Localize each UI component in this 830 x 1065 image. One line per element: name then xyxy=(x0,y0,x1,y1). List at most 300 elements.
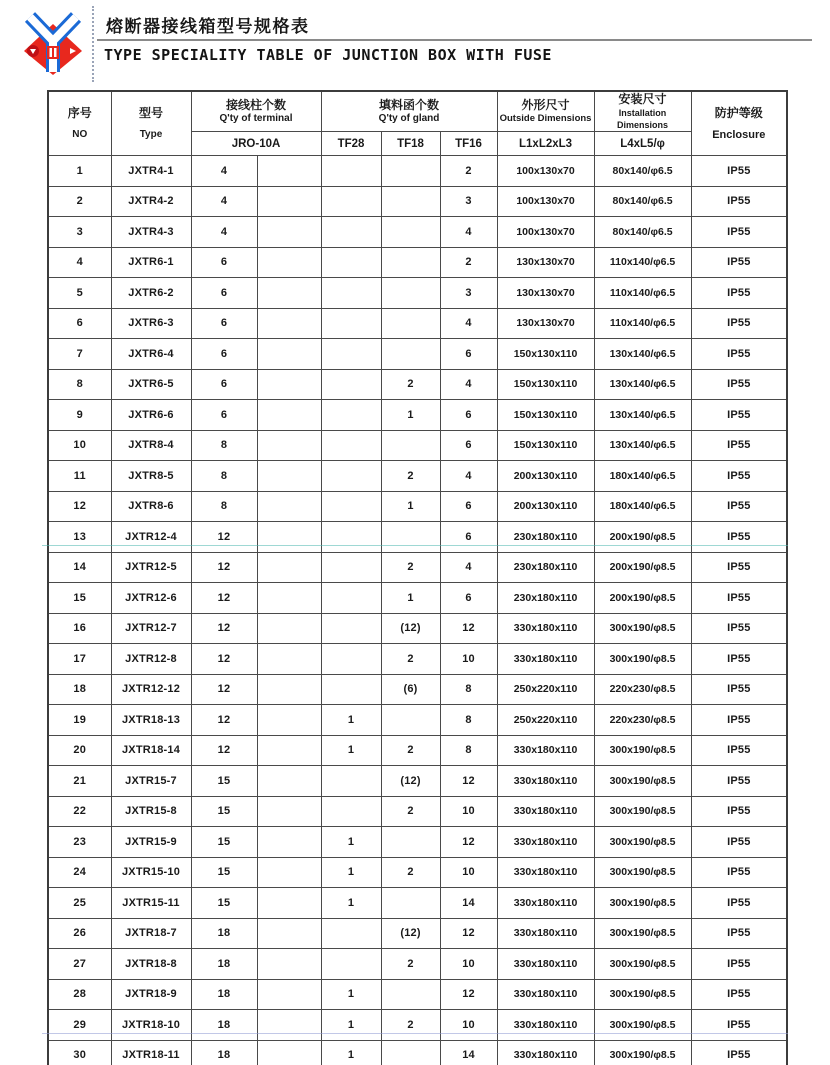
cell-enclosure: IP55 xyxy=(691,705,787,736)
cell-no: 16 xyxy=(48,613,111,644)
cell-terminal2 xyxy=(257,156,321,187)
table-row xyxy=(48,613,787,644)
cell-type: JXTR18-13 xyxy=(111,705,191,736)
col-header-enclosure xyxy=(691,91,787,156)
cell-install: 130x140/φ6.5 xyxy=(594,400,691,431)
cell-tf16: 8 xyxy=(440,735,497,766)
cell-enclosure: IP55 xyxy=(691,369,787,400)
logo-center-mark2 xyxy=(54,48,57,57)
cell-enclosure: IP55 xyxy=(691,552,787,583)
cell-tf16: 4 xyxy=(440,308,497,339)
cell-terminal2 xyxy=(257,644,321,675)
cell-no: 15 xyxy=(48,583,111,614)
cell-type: JXTR6-5 xyxy=(111,369,191,400)
cell-no: 9 xyxy=(48,400,111,431)
cell-type: JXTR6-1 xyxy=(111,247,191,278)
enclosure-label-cn: 防护等级 xyxy=(714,105,763,120)
cell-no: 28 xyxy=(48,979,111,1010)
cell-tf18: (12) xyxy=(381,918,440,949)
cell-outside: 230x180x110 xyxy=(497,552,594,583)
cell-tf16: 8 xyxy=(440,674,497,705)
cell-install: 300x190/φ8.5 xyxy=(594,735,691,766)
cell-outside: 230x180x110 xyxy=(497,522,594,553)
cell-terminal2 xyxy=(257,522,321,553)
gland-label-cn: 填料函个数 xyxy=(379,98,440,112)
cell-tf16: 8 xyxy=(440,705,497,736)
cell-type: JXTR12-12 xyxy=(111,674,191,705)
cell-terminal2 xyxy=(257,705,321,736)
cell-terminal2 xyxy=(257,491,321,522)
cell-type: JXTR4-2 xyxy=(111,186,191,217)
cell-terminal: 18 xyxy=(191,918,257,949)
cell-terminal2 xyxy=(257,461,321,492)
cell-type: JXTR8-4 xyxy=(111,430,191,461)
cell-outside: 200x130x110 xyxy=(497,491,594,522)
cell-no: 3 xyxy=(48,217,111,248)
cell-install: 300x190/φ8.5 xyxy=(594,766,691,797)
cell-install: 300x190/φ8.5 xyxy=(594,949,691,980)
cell-install: 130x140/φ6.5 xyxy=(594,339,691,370)
cell-tf18: (6) xyxy=(381,674,440,705)
cell-no: 17 xyxy=(48,644,111,675)
cell-tf28 xyxy=(321,308,381,339)
cell-tf18: 2 xyxy=(381,735,440,766)
cell-tf18 xyxy=(381,186,440,217)
cell-tf28 xyxy=(321,918,381,949)
cell-enclosure: IP55 xyxy=(691,491,787,522)
cell-enclosure: IP55 xyxy=(691,1010,787,1041)
cell-outside: 330x180x110 xyxy=(497,827,594,858)
cell-terminal2 xyxy=(257,217,321,248)
cell-tf18: 2 xyxy=(381,796,440,827)
cell-terminal: 18 xyxy=(191,1040,257,1065)
cell-terminal2 xyxy=(257,888,321,919)
cell-tf28: 1 xyxy=(321,1040,381,1065)
cell-terminal: 8 xyxy=(191,461,257,492)
cell-tf28 xyxy=(321,217,381,248)
cell-outside: 330x180x110 xyxy=(497,766,594,797)
cell-tf18: 2 xyxy=(381,644,440,675)
cell-tf16: 2 xyxy=(440,247,497,278)
subheader-tf28: TF28 xyxy=(321,132,381,156)
cell-enclosure: IP55 xyxy=(691,217,787,248)
cell-terminal: 6 xyxy=(191,339,257,370)
subheader-l1l2l3: L1xL2xL3 xyxy=(497,132,594,156)
cell-enclosure: IP55 xyxy=(691,827,787,858)
cell-terminal: 6 xyxy=(191,369,257,400)
table-row xyxy=(48,1040,787,1065)
cell-outside: 330x180x110 xyxy=(497,857,594,888)
cell-install: 180x140/φ6.5 xyxy=(594,491,691,522)
cell-terminal: 12 xyxy=(191,674,257,705)
cell-terminal2 xyxy=(257,308,321,339)
cell-type: JXTR8-5 xyxy=(111,461,191,492)
table-row xyxy=(48,491,787,522)
cell-no: 13 xyxy=(48,522,111,553)
cell-terminal: 8 xyxy=(191,430,257,461)
cell-terminal2 xyxy=(257,400,321,431)
cell-tf16: 10 xyxy=(440,949,497,980)
table-row xyxy=(48,918,787,949)
cell-no: 27 xyxy=(48,949,111,980)
cell-type: JXTR12-8 xyxy=(111,644,191,675)
cell-type: JXTR15-9 xyxy=(111,827,191,858)
table-row xyxy=(48,247,787,278)
cell-no: 8 xyxy=(48,369,111,400)
cell-tf16: 14 xyxy=(440,1040,497,1065)
cell-tf18 xyxy=(381,888,440,919)
cell-install: 300x190/φ8.5 xyxy=(594,796,691,827)
cell-enclosure: IP55 xyxy=(691,766,787,797)
cell-terminal: 18 xyxy=(191,979,257,1010)
cell-outside: 150x130x110 xyxy=(497,400,594,431)
cell-terminal: 15 xyxy=(191,796,257,827)
cell-no: 24 xyxy=(48,857,111,888)
cell-tf16: 12 xyxy=(440,766,497,797)
cell-install: 80x140/φ6.5 xyxy=(594,217,691,248)
cell-terminal: 12 xyxy=(191,644,257,675)
cell-outside: 230x180x110 xyxy=(497,583,594,614)
cell-tf18 xyxy=(381,827,440,858)
title-underline xyxy=(97,39,812,41)
cell-outside: 130x130x70 xyxy=(497,308,594,339)
table-row xyxy=(48,583,787,614)
cell-terminal2 xyxy=(257,583,321,614)
cell-tf16: 6 xyxy=(440,400,497,431)
cell-no: 2 xyxy=(48,186,111,217)
cell-type: JXTR18-9 xyxy=(111,979,191,1010)
cell-terminal: 12 xyxy=(191,735,257,766)
cell-type: JXTR15-8 xyxy=(111,796,191,827)
table-row xyxy=(48,949,787,980)
cell-no: 7 xyxy=(48,339,111,370)
cell-type: JXTR15-7 xyxy=(111,766,191,797)
page-title-english: TYPE SPECIALITY TABLE OF JUNCTION BOX WITH FUSE xyxy=(104,46,552,64)
cell-outside: 330x180x110 xyxy=(497,979,594,1010)
cell-tf18 xyxy=(381,247,440,278)
cell-enclosure: IP55 xyxy=(691,918,787,949)
cell-outside: 150x130x110 xyxy=(497,430,594,461)
cell-tf16: 6 xyxy=(440,522,497,553)
cell-tf28 xyxy=(321,461,381,492)
cell-tf16: 12 xyxy=(440,827,497,858)
cell-outside: 330x180x110 xyxy=(497,613,594,644)
cell-tf28: 1 xyxy=(321,1010,381,1041)
cell-install: 110x140/φ6.5 xyxy=(594,308,691,339)
no-label-cn: 序号 xyxy=(67,105,92,120)
logo-center-badge xyxy=(47,46,59,59)
cell-tf18: (12) xyxy=(381,766,440,797)
cell-tf18 xyxy=(381,308,440,339)
cell-no: 19 xyxy=(48,705,111,736)
cell-no: 18 xyxy=(48,674,111,705)
cell-tf28 xyxy=(321,339,381,370)
cell-outside: 130x130x70 xyxy=(497,278,594,309)
cell-terminal: 6 xyxy=(191,278,257,309)
cell-terminal: 12 xyxy=(191,613,257,644)
cell-enclosure: IP55 xyxy=(691,339,787,370)
cell-tf18 xyxy=(381,705,440,736)
cell-terminal2 xyxy=(257,674,321,705)
cell-tf18: 1 xyxy=(381,583,440,614)
cell-outside: 330x180x110 xyxy=(497,1040,594,1065)
cell-install: 300x190/φ8.5 xyxy=(594,979,691,1010)
cell-no: 23 xyxy=(48,827,111,858)
cell-tf28 xyxy=(321,247,381,278)
col-header-gland xyxy=(321,91,497,132)
cell-type: JXTR12-7 xyxy=(111,613,191,644)
cell-tf28 xyxy=(321,400,381,431)
cell-enclosure: IP55 xyxy=(691,674,787,705)
cell-enclosure: IP55 xyxy=(691,461,787,492)
cell-enclosure: IP55 xyxy=(691,278,787,309)
cell-tf28 xyxy=(321,186,381,217)
table-row xyxy=(48,400,787,431)
cell-tf18 xyxy=(381,339,440,370)
table-row xyxy=(48,1010,787,1041)
cell-terminal: 12 xyxy=(191,583,257,614)
table-body xyxy=(48,156,787,1065)
cell-tf18 xyxy=(381,278,440,309)
cell-tf28: 1 xyxy=(321,705,381,736)
cell-tf28 xyxy=(321,156,381,187)
subheader-tf18: TF18 xyxy=(381,132,440,156)
cell-type: JXTR4-1 xyxy=(111,156,191,187)
table-row xyxy=(48,644,787,675)
cell-tf18 xyxy=(381,430,440,461)
cell-tf18 xyxy=(381,522,440,553)
cell-outside: 330x180x110 xyxy=(497,918,594,949)
cell-terminal2 xyxy=(257,613,321,644)
cell-terminal: 18 xyxy=(191,1010,257,1041)
cell-install: 300x190/φ8.5 xyxy=(594,1010,691,1041)
table-row xyxy=(48,888,787,919)
cell-terminal2 xyxy=(257,186,321,217)
cell-tf16: 10 xyxy=(440,644,497,675)
cell-enclosure: IP55 xyxy=(691,796,787,827)
cell-install: 300x190/φ8.5 xyxy=(594,1040,691,1065)
cell-no: 25 xyxy=(48,888,111,919)
cell-tf16: 10 xyxy=(440,857,497,888)
cell-install: 300x190/φ8.5 xyxy=(594,613,691,644)
cell-tf28 xyxy=(321,644,381,675)
cell-tf16: 4 xyxy=(440,552,497,583)
cell-enclosure: IP55 xyxy=(691,1040,787,1065)
cell-tf16: 6 xyxy=(440,430,497,461)
table-row xyxy=(48,735,787,766)
cell-tf16: 2 xyxy=(440,156,497,187)
cell-no: 6 xyxy=(48,308,111,339)
cell-tf18 xyxy=(381,156,440,187)
cell-tf16: 12 xyxy=(440,613,497,644)
type-label-cn: 型号 xyxy=(138,105,163,120)
cell-tf28 xyxy=(321,278,381,309)
cell-terminal: 12 xyxy=(191,552,257,583)
cell-tf18: 1 xyxy=(381,400,440,431)
cell-tf18: (12) xyxy=(381,613,440,644)
cell-outside: 330x180x110 xyxy=(497,1010,594,1041)
cell-no: 26 xyxy=(48,918,111,949)
cell-terminal2 xyxy=(257,1040,321,1065)
cell-terminal: 15 xyxy=(191,827,257,858)
cell-tf18: 2 xyxy=(381,461,440,492)
cell-install: 300x190/φ8.5 xyxy=(594,918,691,949)
cell-enclosure: IP55 xyxy=(691,247,787,278)
scan-artifact-line-blue xyxy=(42,1033,788,1034)
type-label-en: Type xyxy=(139,129,163,141)
cell-type: JXTR6-2 xyxy=(111,278,191,309)
cell-tf28 xyxy=(321,491,381,522)
cell-outside: 150x130x110 xyxy=(497,369,594,400)
cell-terminal: 12 xyxy=(191,705,257,736)
cell-terminal: 18 xyxy=(191,949,257,980)
cell-install: 220x230/φ8.5 xyxy=(594,674,691,705)
cell-install: 110x140/φ6.5 xyxy=(594,278,691,309)
cell-type: JXTR12-6 xyxy=(111,583,191,614)
table-row xyxy=(48,552,787,583)
cell-type: JXTR6-3 xyxy=(111,308,191,339)
cell-terminal: 15 xyxy=(191,766,257,797)
cell-install: 300x190/φ8.5 xyxy=(594,827,691,858)
cell-enclosure: IP55 xyxy=(691,308,787,339)
cell-type: JXTR18-10 xyxy=(111,1010,191,1041)
cell-terminal2 xyxy=(257,918,321,949)
table-row xyxy=(48,278,787,309)
table-header xyxy=(48,91,787,156)
cell-tf28 xyxy=(321,369,381,400)
cell-tf28: 1 xyxy=(321,827,381,858)
cell-install: 130x140/φ6.5 xyxy=(594,430,691,461)
table-row xyxy=(48,369,787,400)
cell-terminal2 xyxy=(257,766,321,797)
cell-install: 300x190/φ8.5 xyxy=(594,888,691,919)
cell-terminal: 4 xyxy=(191,156,257,187)
terminal-label-en: Q'ty of terminal xyxy=(219,113,293,124)
cell-tf28 xyxy=(321,949,381,980)
cell-terminal2 xyxy=(257,796,321,827)
cell-tf18 xyxy=(381,979,440,1010)
cell-terminal: 8 xyxy=(191,491,257,522)
cell-enclosure: IP55 xyxy=(691,583,787,614)
cell-enclosure: IP55 xyxy=(691,735,787,766)
cell-tf28 xyxy=(321,674,381,705)
cell-install: 200x190/φ8.5 xyxy=(594,583,691,614)
cell-tf28: 1 xyxy=(321,735,381,766)
cell-terminal2 xyxy=(257,949,321,980)
cell-no: 5 xyxy=(48,278,111,309)
col-header-terminal xyxy=(191,91,321,132)
enclosure-label-en: Enclosure xyxy=(712,129,766,142)
cell-outside: 100x130x70 xyxy=(497,217,594,248)
table-row xyxy=(48,705,787,736)
cell-enclosure: IP55 xyxy=(691,644,787,675)
cell-enclosure: IP55 xyxy=(691,522,787,553)
table-row xyxy=(48,522,787,553)
cell-tf18: 2 xyxy=(381,552,440,583)
cell-type: JXTR18-7 xyxy=(111,918,191,949)
cell-no: 20 xyxy=(48,735,111,766)
table-row xyxy=(48,766,787,797)
cell-tf18: 1 xyxy=(381,491,440,522)
cell-tf16: 12 xyxy=(440,918,497,949)
cell-install: 80x140/φ6.5 xyxy=(594,156,691,187)
cell-terminal2 xyxy=(257,247,321,278)
spec-table xyxy=(47,90,788,1065)
page-title-chinese: 熔断器接线箱型号规格表 xyxy=(106,17,310,36)
outside-label-cn: 外形尺寸 xyxy=(521,98,570,112)
table-row xyxy=(48,827,787,858)
table-row xyxy=(48,430,787,461)
cell-tf28 xyxy=(321,796,381,827)
cell-type: JXTR18-14 xyxy=(111,735,191,766)
cell-tf16: 12 xyxy=(440,979,497,1010)
cell-tf28 xyxy=(321,613,381,644)
install-label-en: Installation Dimensions xyxy=(617,108,669,130)
cell-terminal2 xyxy=(257,735,321,766)
cell-outside: 200x130x110 xyxy=(497,461,594,492)
cell-type: JXTR12-5 xyxy=(111,552,191,583)
table-row xyxy=(48,857,787,888)
cell-enclosure: IP55 xyxy=(691,888,787,919)
cell-install: 180x140/φ6.5 xyxy=(594,461,691,492)
cell-no: 30 xyxy=(48,1040,111,1065)
install-label-cn: 安装尺寸 xyxy=(618,92,667,106)
cell-enclosure: IP55 xyxy=(691,949,787,980)
gland-label-en: Q'ty of gland xyxy=(378,113,440,124)
table-row xyxy=(48,217,787,248)
cell-terminal: 15 xyxy=(191,857,257,888)
cell-tf16: 14 xyxy=(440,888,497,919)
cell-enclosure: IP55 xyxy=(691,400,787,431)
cell-tf28 xyxy=(321,552,381,583)
no-label-en: NO xyxy=(72,129,88,141)
cell-install: 110x140/φ6.5 xyxy=(594,247,691,278)
cell-terminal2 xyxy=(257,430,321,461)
cell-install: 200x190/φ8.5 xyxy=(594,522,691,553)
cell-tf28 xyxy=(321,522,381,553)
table-row xyxy=(48,674,787,705)
cell-tf16: 4 xyxy=(440,461,497,492)
cell-no: 29 xyxy=(48,1010,111,1041)
cell-terminal: 4 xyxy=(191,217,257,248)
cell-install: 80x140/φ6.5 xyxy=(594,186,691,217)
cell-outside: 330x180x110 xyxy=(497,888,594,919)
cell-enclosure: IP55 xyxy=(691,156,787,187)
cell-type: JXTR6-4 xyxy=(111,339,191,370)
table-row xyxy=(48,186,787,217)
cell-tf18: 2 xyxy=(381,949,440,980)
cell-tf28 xyxy=(321,583,381,614)
cell-tf28 xyxy=(321,430,381,461)
cell-tf18: 2 xyxy=(381,369,440,400)
cell-enclosure: IP55 xyxy=(691,186,787,217)
cell-terminal2 xyxy=(257,979,321,1010)
scan-artifact-line-teal xyxy=(42,545,788,546)
cell-type: JXTR18-8 xyxy=(111,949,191,980)
cell-no: 11 xyxy=(48,461,111,492)
subheader-tf16: TF16 xyxy=(440,132,497,156)
cell-terminal2 xyxy=(257,857,321,888)
table-row xyxy=(48,339,787,370)
cell-tf18 xyxy=(381,217,440,248)
cell-type: JXTR15-10 xyxy=(111,857,191,888)
cell-outside: 330x180x110 xyxy=(497,796,594,827)
cell-tf18 xyxy=(381,1040,440,1065)
cell-tf18: 2 xyxy=(381,1010,440,1041)
cell-terminal2 xyxy=(257,339,321,370)
table-row xyxy=(48,979,787,1010)
table-row xyxy=(48,461,787,492)
